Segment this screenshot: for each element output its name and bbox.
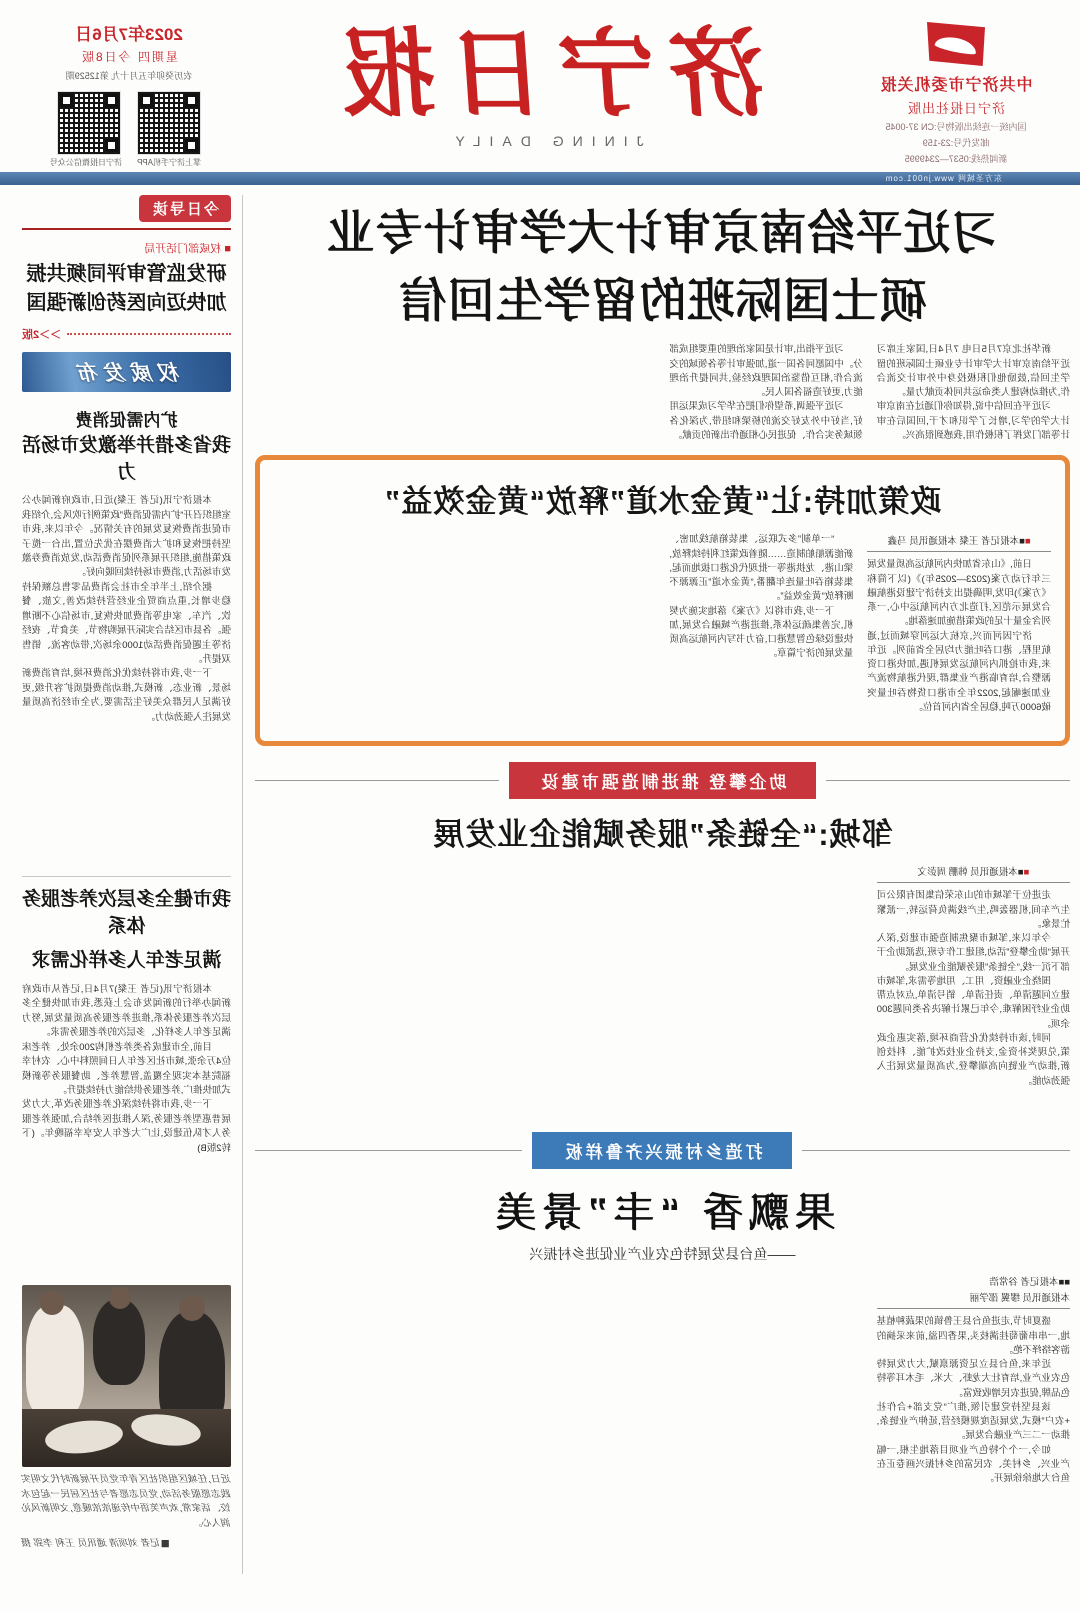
news-hotline: 新闻热线:0537—2349995 (904, 154, 1008, 164)
photo-figure (93, 1299, 145, 1385)
yutai-byline-1: ■■本报记者 谷常浩 (989, 1277, 1070, 1289)
yutai-article-body (255, 1274, 1070, 1574)
zoucheng-byline: ■■本报通讯员 韩鹏 周彭文 (877, 864, 1070, 883)
publication-number: 国内统一连续出版物号:CN 37-0045 (885, 122, 1027, 132)
paragraph: 习近平强调,希望你们把在华学习成果运用好,当好中外友好交流的桥梁和纽带,为深化各领域务实合作、促进民心相通作出新的贡献。 (669, 401, 863, 441)
paragraph: 如今,一个个特色产业项目落地生根,一幅产业兴、乡村美、农民富的乡村振兴画卷正在鱼台大地徐徐展开。 (876, 1444, 1070, 1485)
paragraph: 本报济宁讯(记者 王粲)近日,市政府新闻办公室组织召开“扩内需促消费”政策例行吹风会,介绍我市促进消费恢复发展的有关情况。今年以来,我市坚持把恢复和扩大消费摆在优先位置,出台一揽子政策措施,组织开展系列促消费活动,发放消费券激发市场活力,消费市场持续回暖向好。 (22, 495, 231, 579)
main-column (242, 195, 1070, 1574)
authority-release-graphic (22, 352, 231, 392)
lead-headline-line1: 习近平给南京审计大学审计专业 (326, 206, 999, 259)
paragraph: “一单制”多式联运、集装箱航线加密、新能源船舶制造……随着政策红利持续释放,梁山港、龙拱港等一批现代化港口拔地而起,集装箱吞吐量连年翻番,“黄金水道”正源源不断释放“黄金效益”。 (669, 534, 854, 603)
authority-release-title: 权威发布 (72, 360, 181, 385)
website-text: 东方圣城网 www.jn001.com (884, 174, 1002, 183)
paragraph: 同时,该市持续优化营商环境,落实惠企政策,兑现奖补资金,支持企业技改扩能、科技创新,推动产业链向高端攀登,为高质量发展注入强劲动能。 (876, 1032, 1070, 1087)
digest-sidebar (22, 195, 242, 1574)
dotted-rule (67, 333, 231, 335)
website-bar (0, 172, 1080, 185)
paragraph: 今年以来,邹城市聚焦制造强市建设,深入开展“助企攀登”活动,组建工作专班,选派助企干部下沉一线,“全链条”服务赋能企业发展。 (876, 933, 1070, 973)
zoucheng-article-body (255, 864, 1070, 1116)
newspaper-title-english: JINING DAILY (446, 132, 644, 149)
sidebar-article1-headline: 我省多措并举激发市场活力 (21, 435, 231, 483)
publisher-block (846, 18, 1066, 165)
photo-figure (26, 1305, 84, 1417)
paragraph: 习近平在回信中说,得知你们通过在南京审计大学的学习,增长了学识和才干,回国后在审计等部门发挥了积极作用,我感到很高兴。 (876, 401, 1070, 441)
section-banner-blue: 打造乡村振兴齐鲁样板 (533, 1132, 793, 1169)
lead-article-body (255, 343, 1070, 443)
publisher-line: 中共济宁市委机关报 (879, 77, 1033, 94)
lunar-date-issue-number: 农历癸卯年五月十九 第12529期 (65, 71, 193, 81)
policy-article-body (274, 533, 1051, 729)
policy-highlight-box (255, 455, 1070, 746)
qr-code-app-icon (138, 92, 200, 154)
sidebar-article2-body (22, 983, 231, 1281)
newspaper-flag-logo-icon (927, 22, 985, 66)
paragraph: 据介绍,上半年全市社会消费品零售总额保持稳步增长,重点商贸企业经营持续改善,文旅、餐饮、汽车、家电等消费加快恢复,市场信心不断增强。各县市区结合实际开展购物节、美食节、夜经济等主题促消费活动1000余场次,带动客流、销售双提升。 (22, 581, 231, 665)
policy-headline: 政策加持:让“黄金水道”释放“黄金效益” (383, 484, 942, 520)
publisher-line: 济宁日报社出版 (907, 101, 1006, 116)
paragraph: 围绕企业融资、用工、用地等需求,邹城市建立问题清单、责任清单、销号清单,点对点帮助企业纾困解难,今年已累计解决各类问题300余项。 (876, 975, 1070, 1030)
photo-caption: 近日,任城区组织社区青年党员开展新时代文明实践志愿服务活动,党员志愿者与社区居民一起包水饺、话家常,欢声笑语中传递浓浓暖意,文明新风沁润人心。 (22, 1473, 231, 1530)
yutai-byline-2: 本报通讯员 缪翼 邵学丽 (877, 1290, 1070, 1309)
qr-row (14, 92, 244, 168)
sidebar-article1-kicker: 扩内需促消费 (75, 411, 178, 430)
digest-badge-row (22, 195, 231, 230)
lead-headline-line2: 硕士国际班的留学生回信 (398, 274, 927, 328)
sidebar-article1-body (22, 494, 231, 866)
photo-byline: ■记者 刘项清 通讯员 王利 李郢 摄 (22, 1537, 170, 1549)
paragraph: 下一步,我市将以《方案》落地实施为契机,完善集疏运体系,推进港产城融合发展,加快建设绿色智慧港口,奋力书写内河航运高质量发展的济宁篇章。 (669, 605, 854, 660)
weekday-pages: 星期四 今日8版 (80, 50, 179, 64)
paragraph: 本报济宁讯(记者 王粲)7月4日,记者从市政府新闻办举行的新闻发布会上获悉,我市加快健全多层次养老服务体系,推进养老服务高质量发展,努力满足老年人多样化、多层次的养老服务需求。 (22, 983, 231, 1039)
paragraph: 济宁因河而兴,京杭大运河穿城而过,通航里程、港口吞吐能力均居全省前列。近年来,我市抢抓内河航运发展机遇,加快港口资源整合,培育临港产业集群,现代港航物流产业加速崛起,2022年全市港口货物吞吐量突破6000万吨,稳居全省内河首位。 (867, 630, 1051, 713)
qr-wechat-caption: 济宁日报微信公众号 (50, 158, 122, 167)
content-grid (0, 185, 1080, 1574)
community-activity-photo (22, 1285, 231, 1467)
paragraph: 下一步,我市将持续优化消费环境,培育消费新场景、新业态、新模式,推动消费提质扩容升级,更好满足人民群众美好生活需要,为全市经济高质量发展注入强劲动力。 (22, 668, 231, 723)
photo-figure-head (40, 1291, 64, 1315)
section-banner-row (255, 1132, 1070, 1169)
paragraph: 该县坚持党建引领,推广“党支部+合作社+农户”模式,发展适度规模经营,延伸产业链条,推动一二三产业融合发展。 (876, 1401, 1070, 1442)
qr-wechat-block (50, 92, 122, 168)
photo-figure-head (109, 1287, 131, 1309)
paragraph: 盛夏时节,走进鱼台县王鲁镇的果蔬种植基地,一串串葡萄挂满枝头,果香四溢,前来采摘的游客络绎不绝。 (876, 1316, 1070, 1356)
zoucheng-headline: 邹城:“全链条”服务赋能企业发展 (432, 817, 893, 853)
postal-code: 邮发代号:23-159 (922, 138, 990, 148)
sidebar-article2-headline-line2: 满足老年人多样化需求 (31, 950, 222, 972)
digest-badge: 今日导读 (139, 195, 231, 222)
masthead (0, 0, 1080, 172)
newspaper-title: 济宁日报 (320, 17, 769, 130)
paragraph: 下一步,我市将持续深化养老服务改革,大力发展普惠型养老服务,深入推进医养结合,加强养老服务人才队伍建设,让广大老年人安享幸福晚年。(下转2版B) (22, 1099, 231, 1154)
paragraph: 习近平指出,审计是国家治理的重要组成部分。中国愿同各国一道,加强审计等各领域的交流合作,相互借鉴治国理政经验,共同提升治理能力,更好造福各国人民。 (669, 344, 863, 399)
sidebar-article2-headline-line1: 我市健全多层次养老服务体系 (21, 889, 231, 937)
qr-app-block (136, 92, 202, 168)
digest-headline-line2: 加快迈向医药创新强国 (26, 292, 227, 314)
yutai-subtitle: ——鱼台县发展特色农业产业促进乡村振兴 (529, 1246, 796, 1263)
yutai-headline: 果飘香 “丰”景美 (489, 1191, 836, 1236)
paragraph: 日前,《山东省加快内河航运高质量发展三年行动方案(2023—2025年)》(以下简称《方案》)印发,明确提出支持济宁建设港航融合发展示范区,打造北方内河航运中心,一系列含金量十足的政策措施加速落地。 (867, 559, 1051, 628)
issue-date: 2023年7月6日 (75, 25, 183, 44)
digest-headline-line1: 研发监管审评同频共振 (26, 263, 227, 285)
qr-app-caption: 掌上济宁手机APP (137, 158, 202, 167)
masthead-title-block (244, 18, 846, 149)
sidebar-divider (22, 876, 231, 877)
section-banner-row (255, 762, 1070, 799)
digest-page-ref: ＞＞2版 (22, 329, 62, 341)
paragraph: 新华社北京7月5日电 7月4日,国家主席习近平给南京审计大学审计专业硕士国际班的留学生回信,鼓励他们积极投身中外审计交流合作,为推动构建人类命运共同体贡献力量。 (876, 344, 1070, 399)
paragraph: 目前,全市建成各类养老机构200余处、养老床位4万余张,城市社区老年人日间照料中心、农村幸福院基本实现全覆盖,智慧养老、助餐服务等新模式加快推广,养老服务供给能力持续提升。 (22, 1041, 231, 1097)
date-block (14, 18, 244, 168)
photo-figure-head (179, 1295, 205, 1321)
paragraph: 走进位于邹城市的山东荣信集团有限公司生产车间,机器轰鸣,生产线满负荷运转,一派繁忙景象。 (876, 890, 1070, 930)
section-banner-red: 助企攀登 推进制造强市建设 (509, 762, 817, 799)
paragraph: 近年来,鱼台县立足资源禀赋,大力发展特色农业产业,培育壮大龙虾、大米、毛木耳等特色品牌,促进农民增收致富。 (876, 1359, 1070, 1399)
policy-byline: ■■本报记者 王粲 本报通讯员 马鑫 (867, 533, 1051, 552)
digest-page-ref-row (22, 326, 231, 342)
qr-code-wechat-icon (58, 92, 120, 154)
digest-kicker: ■ 权威部门话开局 (144, 243, 231, 255)
